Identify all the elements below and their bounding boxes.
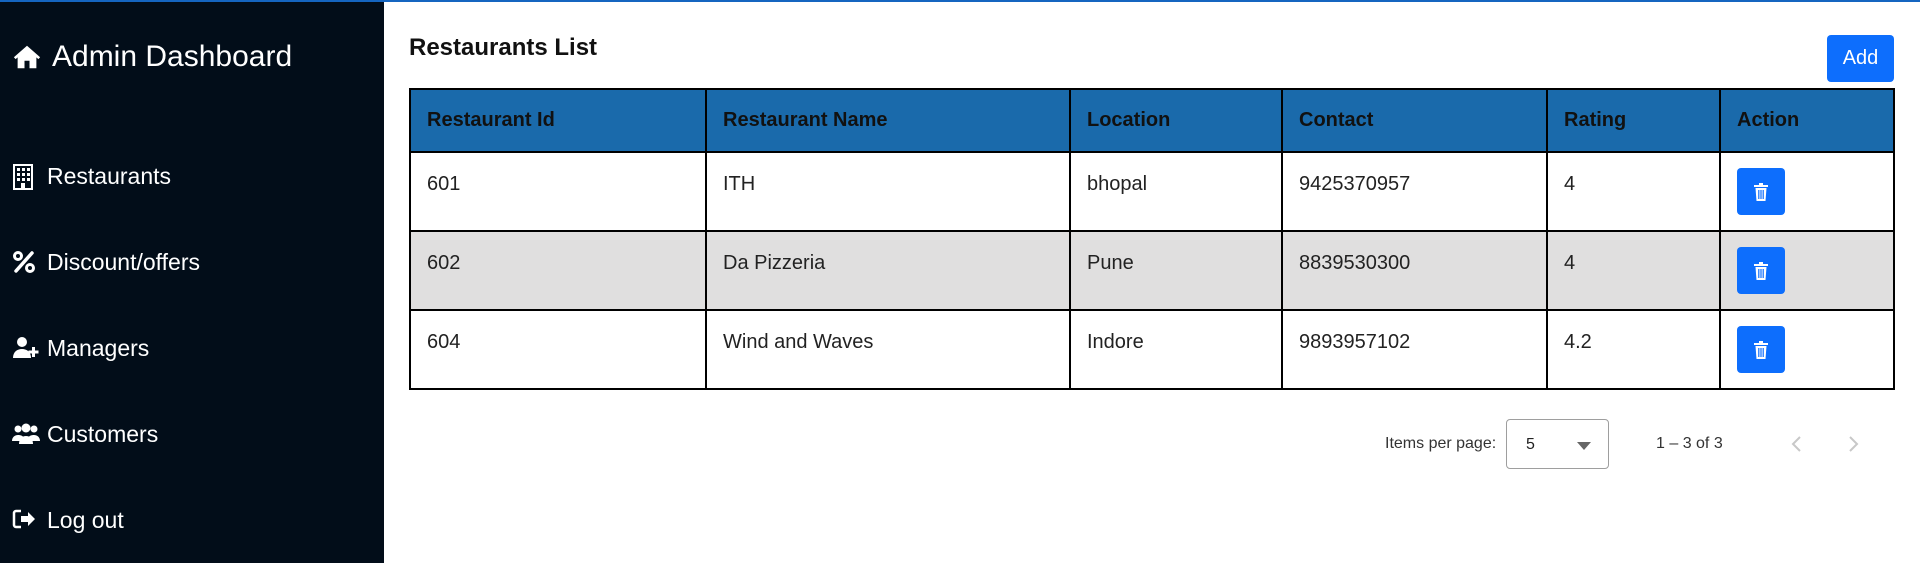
table-row	[410, 310, 1894, 389]
restaurants-table	[409, 88, 1895, 390]
percent-icon	[12, 250, 38, 276]
cell-location: bhopal	[1070, 152, 1282, 231]
cell-rating: 4.2	[1547, 310, 1720, 389]
chevron-right-icon	[1842, 433, 1864, 455]
sidebar-item-discount-offers[interactable]	[12, 249, 200, 276]
column-header-location[interactable]: Location	[1070, 89, 1282, 152]
column-header-contact[interactable]: Contact	[1282, 89, 1547, 152]
sidebar	[0, 0, 384, 563]
caret-down-icon	[1577, 442, 1591, 450]
brand-label: Admin Dashboard	[52, 40, 293, 73]
table-header-row	[410, 89, 1894, 152]
cell-action	[1720, 231, 1894, 310]
column-header-action: Action	[1720, 89, 1894, 152]
delete-button[interactable]	[1737, 168, 1785, 215]
cell-location: Indore	[1070, 310, 1282, 389]
cell-contact: 9425370957	[1282, 152, 1547, 231]
items-per-page-value: 5	[1526, 436, 1535, 453]
cell-restaurant-id: 604	[410, 310, 706, 389]
sidebar-item-restaurants[interactable]	[12, 163, 171, 190]
previous-page-button[interactable]	[1786, 433, 1808, 455]
sidebar-item-label: Restaurants	[47, 163, 172, 189]
trash-icon	[1753, 262, 1769, 280]
user-plus-icon	[12, 336, 38, 362]
next-page-button[interactable]	[1842, 433, 1864, 455]
delete-button[interactable]	[1737, 326, 1785, 373]
trash-icon	[1753, 341, 1769, 359]
sidebar-item-label: Customers	[47, 421, 159, 447]
cell-contact: 9893957102	[1282, 310, 1547, 389]
column-header-rating[interactable]: Rating	[1547, 89, 1720, 152]
brand-title[interactable]	[12, 40, 292, 74]
cell-action	[1720, 310, 1894, 389]
table-row	[410, 231, 1894, 310]
page-title: Restaurants List	[409, 34, 598, 61]
cell-restaurant-name: Da Pizzeria	[706, 231, 1070, 310]
cell-restaurant-id: 602	[410, 231, 706, 310]
chevron-left-icon	[1786, 433, 1808, 455]
home-icon	[12, 42, 42, 72]
cell-rating: 4	[1547, 152, 1720, 231]
top-accent-line	[0, 0, 1920, 2]
cell-restaurant-name: ITH	[706, 152, 1070, 231]
sidebar-item-log-out[interactable]	[12, 507, 124, 534]
column-header-restaurant-id[interactable]: Restaurant Id	[410, 89, 706, 152]
column-header-restaurant-name[interactable]: Restaurant Name	[706, 89, 1070, 152]
range-label: 1 – 3 of 3	[1656, 435, 1723, 452]
users-icon	[12, 422, 38, 448]
add-restaurant-button[interactable]: Add	[1827, 35, 1894, 82]
sidebar-item-managers[interactable]	[12, 335, 149, 362]
items-per-page-select[interactable]	[1506, 419, 1609, 469]
cell-action	[1720, 152, 1894, 231]
trash-icon	[1753, 183, 1769, 201]
cell-location: Pune	[1070, 231, 1282, 310]
cell-restaurant-id: 601	[410, 152, 706, 231]
items-per-page-label: Items per page:	[1385, 435, 1497, 452]
cell-contact: 8839530300	[1282, 231, 1547, 310]
sidebar-item-label: Log out	[47, 507, 124, 533]
table-row	[410, 152, 1894, 231]
cell-rating: 4	[1547, 231, 1720, 310]
sign-out-icon	[12, 508, 38, 534]
sidebar-item-label: Discount/offers	[47, 249, 200, 275]
building-icon	[12, 164, 38, 190]
cell-restaurant-name: Wind and Waves	[706, 310, 1070, 389]
delete-button[interactable]	[1737, 247, 1785, 294]
sidebar-item-customers[interactable]	[12, 421, 158, 448]
sidebar-item-label: Managers	[47, 335, 150, 361]
